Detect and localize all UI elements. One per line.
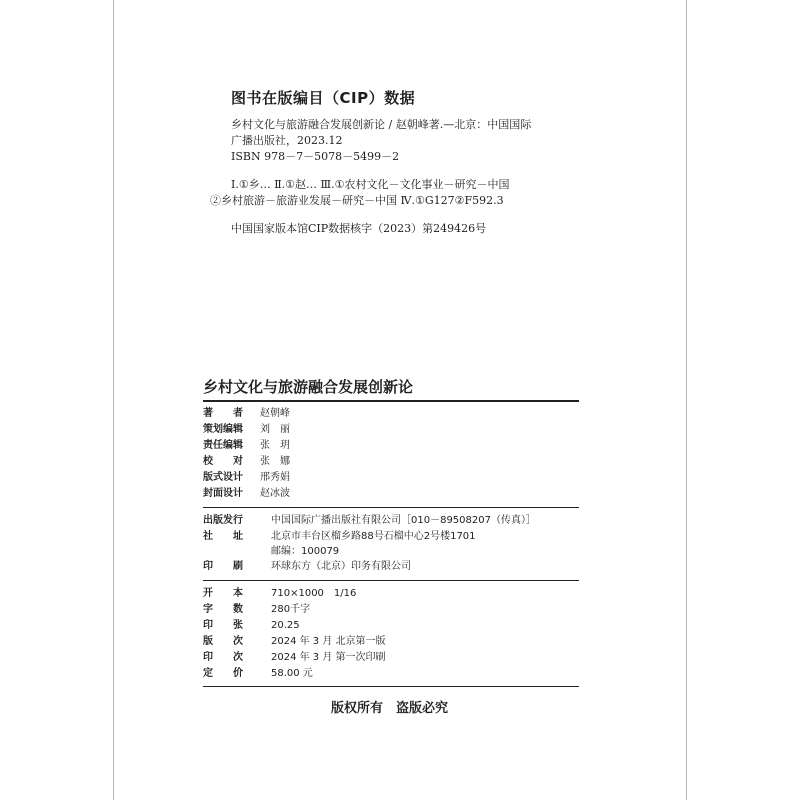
spec-label: 印 次 bbox=[203, 652, 243, 663]
cip-isbn: ISBN 978－7－5078－5499－2 bbox=[231, 150, 400, 163]
credit-value: 张 娜 bbox=[260, 456, 290, 467]
credit-value: 赵朝峰 bbox=[260, 408, 290, 419]
cip-classification: ②乡村旅游－旅游业发展－研究－中国 Ⅳ.①G127②F592.3 bbox=[210, 194, 504, 207]
spec-value: 280千字 bbox=[271, 604, 311, 615]
spec-value: 2024 年 3 月 北京第一版 bbox=[271, 636, 386, 647]
publisher-postcode: 邮编：100079 bbox=[271, 546, 340, 557]
credit-label: 版式设计 bbox=[203, 472, 243, 483]
cip-title: 图书在版编目（CIP）数据 bbox=[231, 89, 416, 107]
spec-label: 定 价 bbox=[203, 668, 243, 679]
spec-row bbox=[203, 603, 311, 616]
publisher-label: 社 址 bbox=[203, 531, 243, 542]
book-title: 乡村文化与旅游融合发展创新论 bbox=[203, 378, 414, 396]
spec-row bbox=[203, 635, 386, 648]
publisher-row bbox=[203, 514, 536, 527]
credit-label: 策划编辑 bbox=[203, 424, 243, 435]
spec-label: 字 数 bbox=[203, 604, 243, 615]
cip-library-note: 中国国家版本馆CIP数据核字（2023）第249426号 bbox=[231, 222, 487, 235]
credit-row bbox=[203, 471, 290, 484]
publisher-row bbox=[203, 560, 411, 573]
spec-row bbox=[203, 667, 313, 680]
credit-label: 校 对 bbox=[203, 456, 243, 467]
spec-row bbox=[203, 651, 386, 664]
divider bbox=[203, 507, 579, 508]
divider bbox=[203, 580, 579, 581]
cip-classification: Ⅰ.①乡… Ⅱ.①赵… Ⅲ.①农村文化－文化事业－研究－中国 bbox=[231, 178, 510, 191]
publisher-value: 北京市丰台区榴乡路88号石榴中心2号楼1701 bbox=[271, 531, 476, 542]
publisher-value: 环球东方（北京）印务有限公司 bbox=[271, 561, 411, 572]
credit-row bbox=[203, 487, 290, 500]
spec-row bbox=[203, 619, 300, 632]
spec-label: 开 本 bbox=[203, 588, 243, 599]
divider bbox=[203, 400, 579, 402]
credit-row bbox=[203, 423, 290, 436]
publisher-value: 中国国际广播出版社有限公司［010－89508207（传真）］ bbox=[271, 515, 536, 526]
credit-value: 张 玥 bbox=[260, 440, 290, 451]
credit-row bbox=[203, 455, 290, 468]
spec-value: 710×1000 1/16 bbox=[271, 588, 357, 599]
rights-notice: 版权所有 盗版必究 bbox=[331, 701, 449, 716]
credit-row bbox=[203, 407, 290, 420]
publisher-label: 印 刷 bbox=[203, 561, 243, 572]
spec-value: 20.25 bbox=[271, 620, 300, 631]
credit-value: 邢秀娟 bbox=[260, 472, 290, 483]
credit-label: 责任编辑 bbox=[203, 440, 243, 451]
publisher-row bbox=[203, 530, 476, 543]
spec-label: 版 次 bbox=[203, 636, 243, 647]
spec-value: 2024 年 3 月 第一次印刷 bbox=[271, 652, 386, 663]
credit-value: 赵冰波 bbox=[260, 488, 290, 499]
spec-row bbox=[203, 587, 357, 600]
divider bbox=[203, 686, 579, 687]
credit-label: 封面设计 bbox=[203, 488, 243, 499]
credit-row bbox=[203, 439, 290, 452]
publisher-label: 出版发行 bbox=[203, 515, 243, 526]
credit-label: 著 者 bbox=[203, 408, 243, 419]
spec-label: 印 张 bbox=[203, 620, 243, 631]
spec-value: 58.00 元 bbox=[271, 668, 313, 679]
cip-record-line: 乡村文化与旅游融合发展创新论 / 赵朝峰著.—北京：中国国际 bbox=[231, 118, 532, 131]
publisher-row bbox=[203, 545, 340, 558]
cip-record-line: 广播出版社，2023.12 bbox=[231, 134, 343, 147]
credit-value: 刘 丽 bbox=[260, 424, 290, 435]
